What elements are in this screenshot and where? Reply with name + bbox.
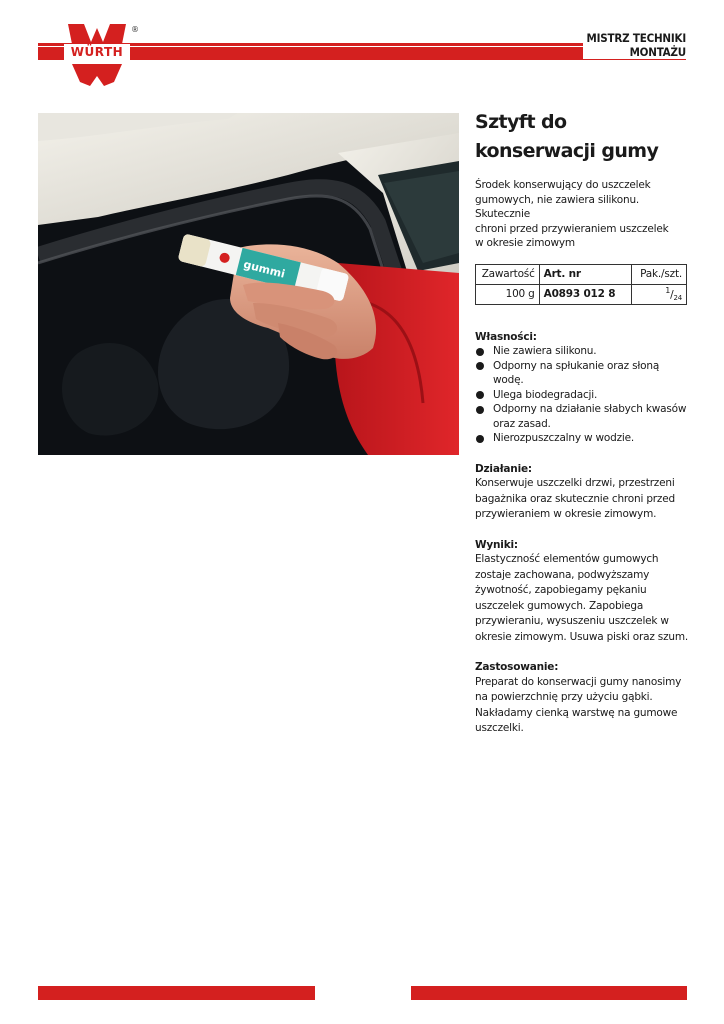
pack-denominator: 24	[673, 294, 682, 302]
spec-art-nr-value: A0893 012 8	[539, 284, 631, 304]
properties-item: Nie zawiera silikonu.	[475, 344, 690, 359]
pack-numerator: 1	[665, 286, 671, 295]
spec-content-value: 100 g	[476, 284, 540, 304]
spec-table-row	[476, 284, 687, 304]
properties-item: Nierozpuszczalny w wodzie.	[475, 431, 690, 446]
intro-line1: Środek konserwujący do uszczelek	[475, 179, 651, 191]
properties-heading: Własności:	[475, 330, 537, 343]
header-title	[583, 31, 686, 59]
action-text: Konserwuje uszczelki drzwi, przestrzeni bagażnika oraz skutecznie chroni przed przywieraniem w okresie zimowym.	[475, 477, 675, 520]
properties-item: Ulega biodegradacji.	[475, 388, 690, 403]
stick-label: gummi	[242, 257, 287, 281]
spec-table	[475, 264, 687, 305]
spec-header-content: Zawartość	[476, 264, 540, 284]
registered-mark: ®	[131, 25, 139, 34]
results-text: Elastyczność elementów gumowych zostaje zachowana, podwyższamy żywotność, zapobiegamy pękaniu uszczelek gumowych. Zapobiega przywieraniu, wysuszeniu uszczelek w okresie zimowym. Usuwa piski oraz szum.	[475, 553, 689, 643]
product-intro	[475, 178, 690, 251]
product-photo	[38, 113, 459, 455]
intro-line3: chroni przed przywieraniem uszczelek	[475, 222, 669, 235]
properties-item: Odporny na działanie słabych kwasów oraz zasad.	[475, 402, 690, 431]
usage-text: Preparat do konserwacji gumy nanosimy na powierzchnię przy użyciu gąbki. Nakładamy cienką warstwę na gumowe uszczelki.	[475, 675, 682, 734]
results-heading: Wyniki:	[475, 538, 518, 551]
properties-list	[475, 344, 690, 446]
brand-wordmark: WÜRTH	[64, 44, 130, 61]
spec-header-art-nr: Art. nr	[539, 264, 631, 284]
footer-red-bar-left	[38, 986, 315, 1000]
header-title-line1: MISTRZ TECHNIKI	[583, 31, 686, 45]
product-title-line1: Sztyft do	[475, 111, 567, 133]
intro-line2: gumowych, nie zawiera silikonu. Skutecznie	[475, 193, 640, 220]
usage-heading: Zastosowanie:	[475, 661, 559, 673]
action-heading: Działanie:	[475, 462, 532, 475]
footer-red-bar-right	[411, 986, 687, 1000]
spec-pack-value: $^1/_{24}$	[631, 284, 686, 304]
intro-line4: w okresie zimowym	[475, 237, 575, 249]
product-info-column	[475, 108, 690, 737]
properties-item: Odporny na spłukanie oraz słoną wodę.	[475, 359, 690, 388]
product-title	[475, 108, 690, 166]
product-title-line2: konserwacji gumy	[475, 140, 659, 162]
product-photo-illustration	[38, 113, 459, 455]
spec-table-header-row	[476, 264, 687, 284]
spec-header-pack: Pak./szt.	[631, 264, 686, 284]
header-title-line2: MONTAŻU	[583, 45, 686, 59]
